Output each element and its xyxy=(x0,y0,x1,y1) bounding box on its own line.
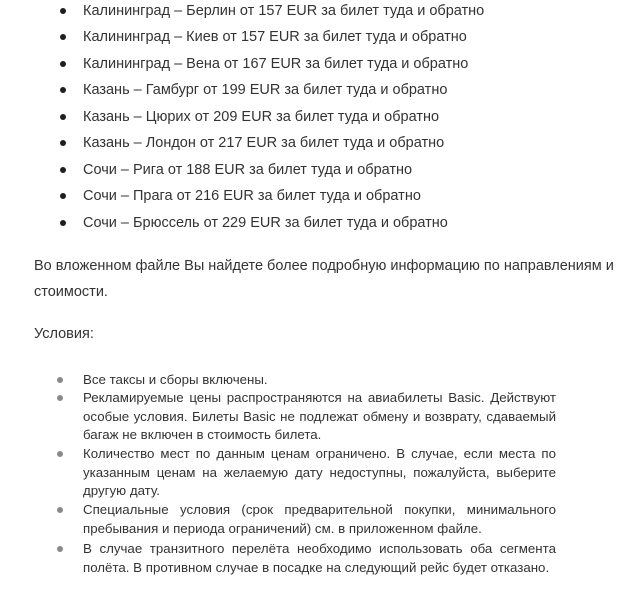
bullet-icon xyxy=(60,87,66,93)
route-text: Казань – Цюрих от 209 EUR за билет туда и обратно xyxy=(83,109,440,125)
condition-text: В случае транзитного перелёта необходимо использовать оба сегмента полёта. В противном случае в посадке на следующий рейс будет отказано. xyxy=(83,541,556,575)
attachment-note: Во вложенном файле Вы найдете более подробную информацию по направлениям и стоимости. xyxy=(34,258,614,300)
route-text: Калининград – Вена от 167 EUR за билет туда и обратно xyxy=(83,56,469,72)
bullet-icon xyxy=(60,220,66,226)
route-item xyxy=(0,130,560,156)
route-item xyxy=(0,104,560,130)
bullet-icon xyxy=(60,114,66,120)
bullet-icon xyxy=(60,34,66,40)
condition-text: Все таксы и сборы включены. xyxy=(83,372,268,387)
bullet-icon xyxy=(60,193,66,199)
conditions-title: Условия: xyxy=(34,326,94,342)
route-text: Казань – Гамбург от 199 EUR за билет туда и обратно xyxy=(83,82,448,98)
route-item xyxy=(0,51,560,77)
route-text: Калининград – Берлин от 157 EUR за билет туда и обратно xyxy=(83,3,485,19)
route-item xyxy=(0,24,560,50)
route-item xyxy=(0,183,560,209)
route-item xyxy=(0,210,560,236)
route-text: Казань – Лондон от 217 EUR за билет туда и обратно xyxy=(83,135,445,151)
bullet-icon xyxy=(57,507,63,513)
route-item xyxy=(0,0,560,24)
bullet-icon xyxy=(60,8,66,14)
bullet-icon xyxy=(60,167,66,173)
route-text: Сочи – Прага от 216 EUR за билет туда и обратно xyxy=(83,188,421,204)
bullet-icon xyxy=(57,377,63,383)
bullet-icon xyxy=(57,395,63,401)
route-item xyxy=(0,157,560,183)
bullet-icon xyxy=(57,451,63,457)
bullet-icon xyxy=(57,546,63,552)
bullet-icon xyxy=(60,140,66,146)
condition-text: Количество мест по данным ценам ограничено. В случае, если места по указанным ценам на желаемую дату недоступны, пожалуйста, выберите другую дату. xyxy=(83,446,556,498)
route-item xyxy=(0,77,560,103)
bullet-icon xyxy=(60,61,66,67)
route-text: Сочи – Рига от 188 EUR за билет туда и обратно xyxy=(83,162,413,178)
route-text: Калининград – Киев от 157 EUR за билет туда и обратно xyxy=(83,29,467,45)
condition-text: Рекламируемые цены распространяются на авиабилеты Basic. Действуют особые условия. Билеты Basic не подлежат обмену и возврату, сдаваемый багаж не включен в стоимость билета. xyxy=(83,390,556,442)
route-text: Сочи – Брюссель от 229 EUR за билет туда и обратно xyxy=(83,215,448,231)
condition-text: Специальные условия (срок предварительной покупки, минимального пребывания и периода ограничений) см. в приложенном файле. xyxy=(83,502,556,536)
